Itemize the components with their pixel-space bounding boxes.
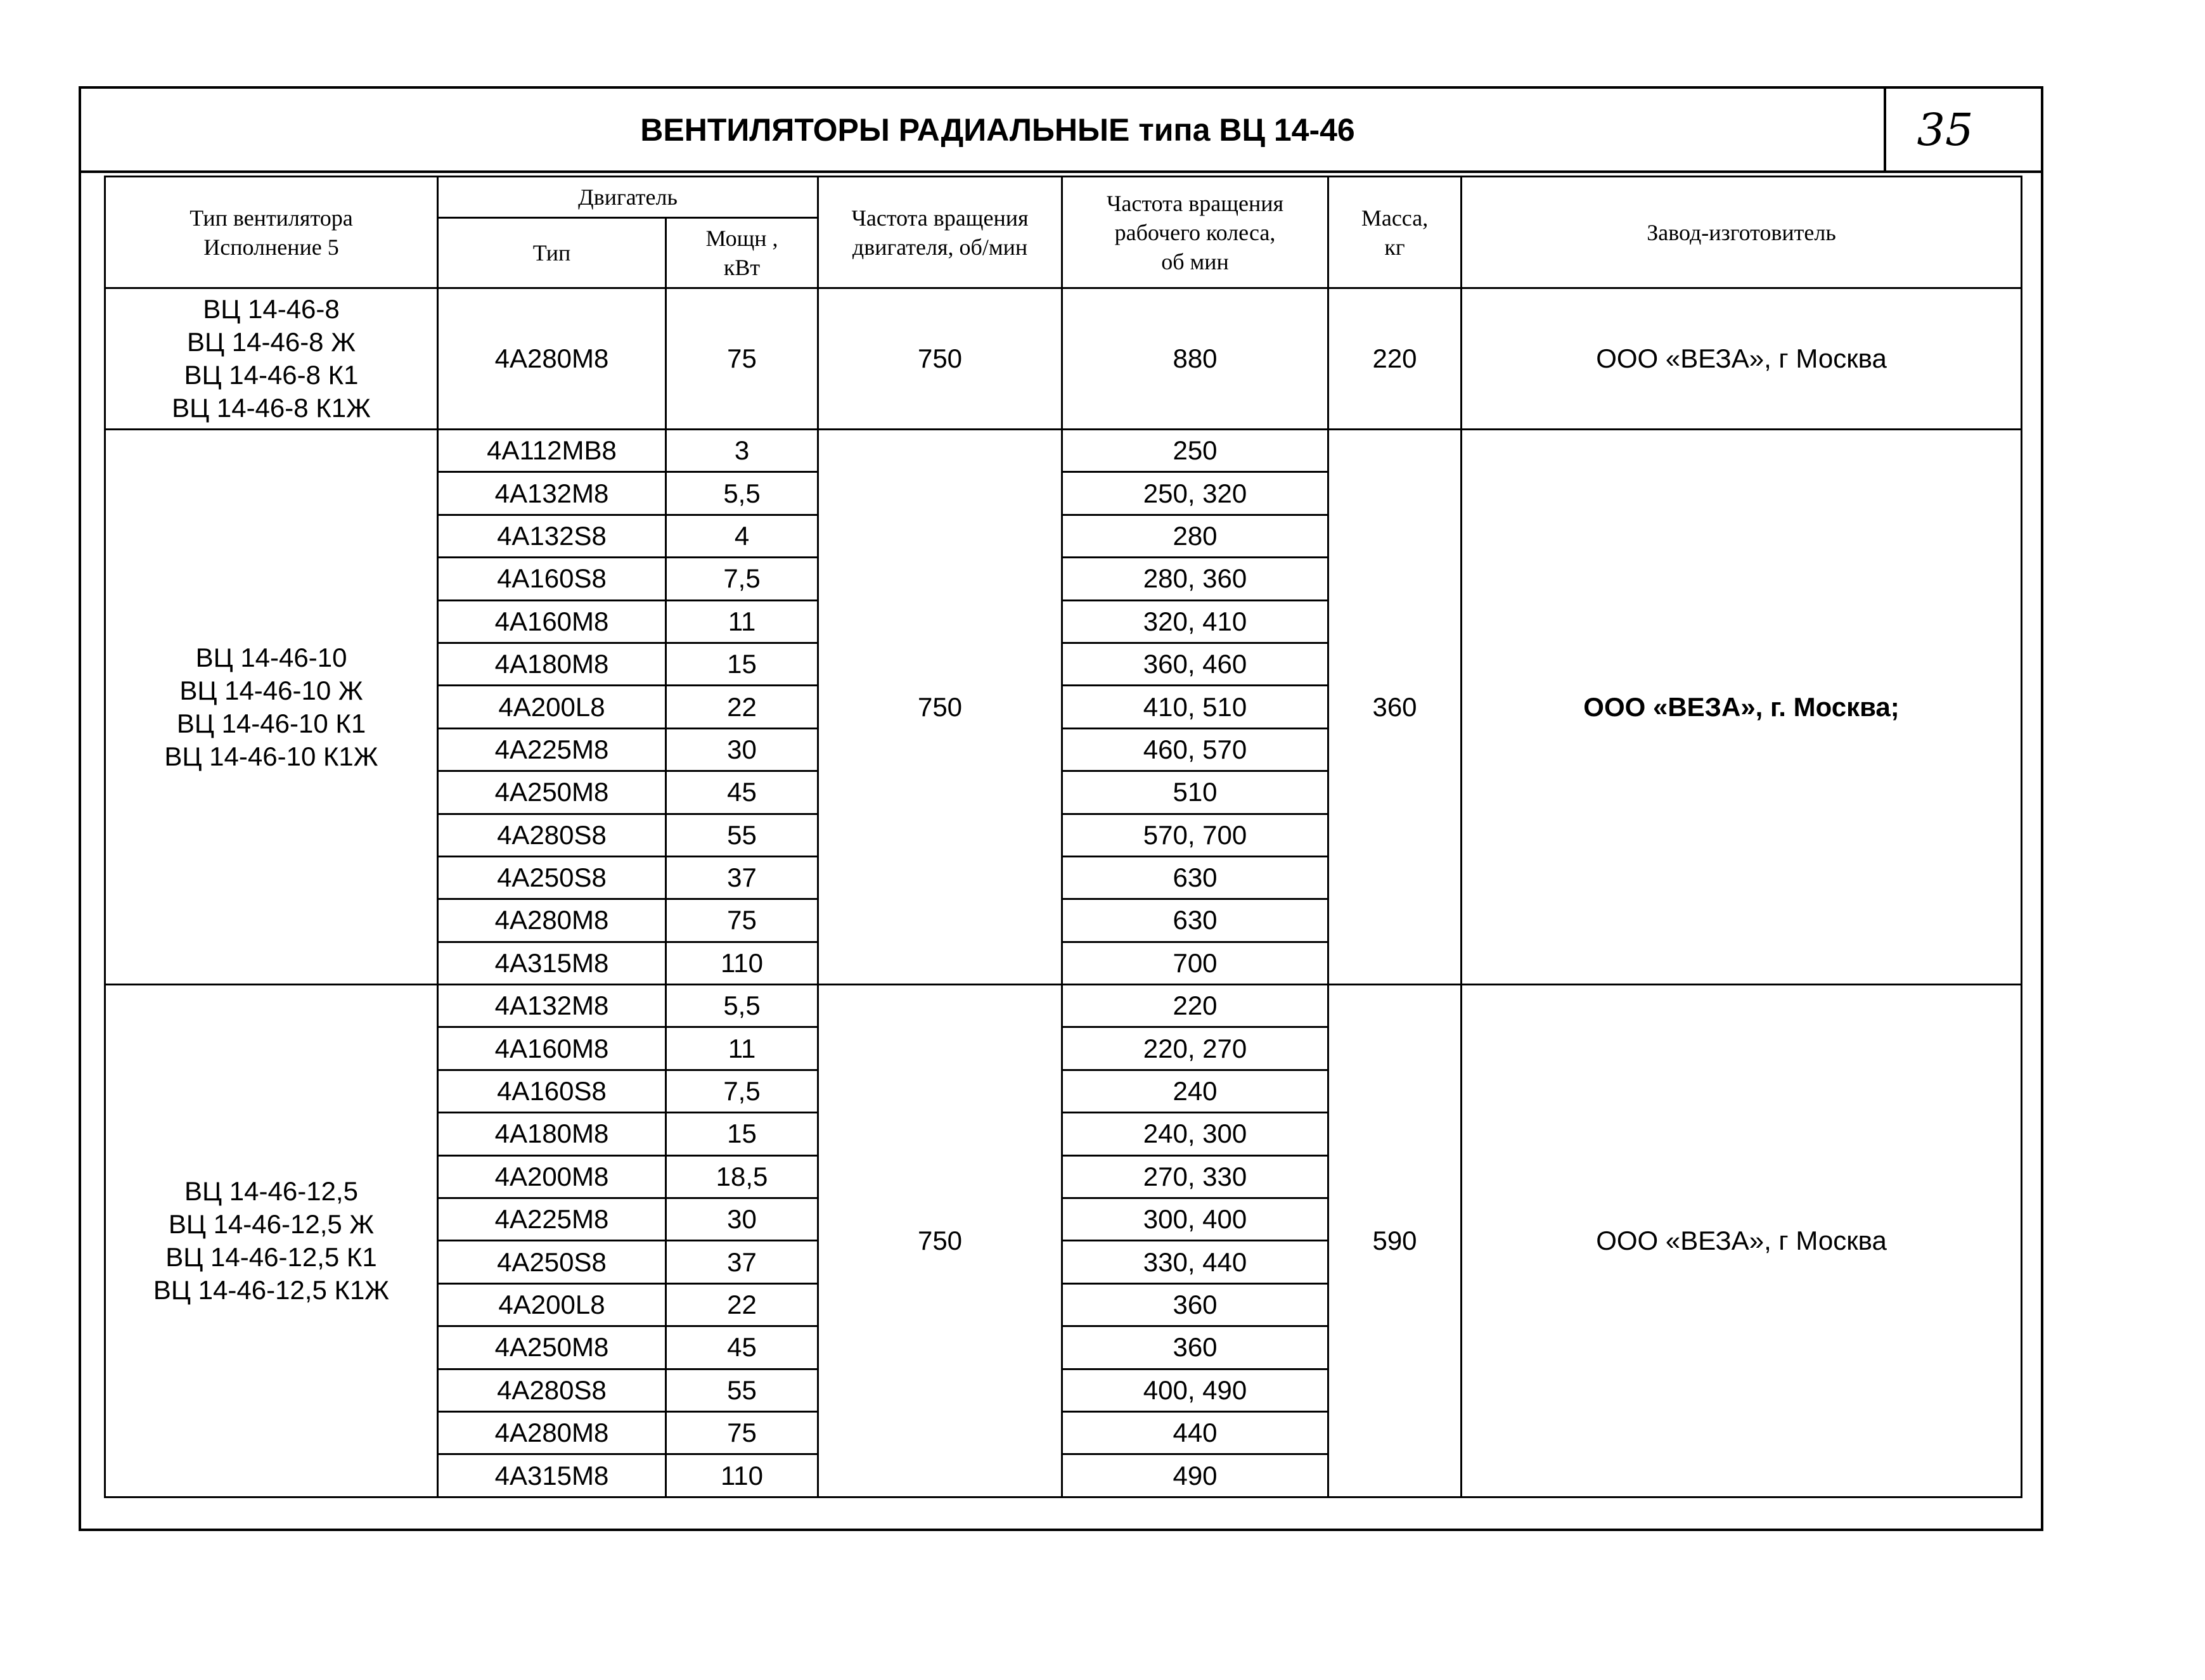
fan-type-cell bbox=[105, 985, 438, 1497]
fan-type-line: ВЦ 14-46-12,5 К1Ж bbox=[153, 1274, 390, 1305]
header-wheel-speed bbox=[1062, 177, 1328, 288]
motor-type-cell: 4А132S8 bbox=[438, 515, 666, 557]
motor-type-cell: 4А280S8 bbox=[438, 1369, 666, 1411]
motor-power-cell: 15 bbox=[666, 643, 818, 685]
motor-power-cell: 30 bbox=[666, 728, 818, 771]
wheel-speed-cell: 250 bbox=[1062, 430, 1328, 472]
header-mass bbox=[1328, 177, 1462, 288]
header-fan-type-line2: Исполнение 5 bbox=[203, 234, 339, 260]
motor-power-cell: 75 bbox=[666, 1411, 818, 1454]
motor-type-cell: 4А250S8 bbox=[438, 856, 666, 899]
motor-speed-cell: 750 bbox=[818, 288, 1062, 430]
motor-power-cell: 55 bbox=[666, 814, 818, 856]
wheel-speed-cell: 240 bbox=[1062, 1070, 1328, 1112]
wheel-speed-cell: 490 bbox=[1062, 1454, 1328, 1497]
wheel-speed-cell: 510 bbox=[1062, 771, 1328, 814]
motor-power-cell: 75 bbox=[666, 899, 818, 942]
motor-power-cell: 7,5 bbox=[666, 558, 818, 600]
fan-type-line: ВЦ 14-46-12,5 bbox=[184, 1176, 358, 1206]
motor-power-cell: 55 bbox=[666, 1369, 818, 1411]
motor-type-cell: 4А160М8 bbox=[438, 600, 666, 643]
header-mass-line1: Масса, bbox=[1361, 205, 1429, 231]
fan-type-line: ВЦ 14-46-8 Ж bbox=[187, 327, 356, 357]
wheel-speed-cell: 220 bbox=[1062, 985, 1328, 1027]
fan-type-line: ВЦ 14-46-12,5 Ж bbox=[168, 1209, 375, 1239]
motor-type-cell: 4А225М8 bbox=[438, 1198, 666, 1241]
motor-type-cell: 4А180М8 bbox=[438, 1113, 666, 1155]
motor-type-cell: 4А200L8 bbox=[438, 686, 666, 728]
wheel-speed-cell: 330, 440 bbox=[1062, 1241, 1328, 1283]
wheel-speed-cell: 700 bbox=[1062, 942, 1328, 984]
wheel-speed-cell: 460, 570 bbox=[1062, 728, 1328, 771]
header-motor-speed-line2: двигателя, об/мин bbox=[852, 234, 1028, 260]
motor-type-cell: 4А315М8 bbox=[438, 942, 666, 984]
wheel-speed-cell: 440 bbox=[1062, 1411, 1328, 1454]
header-fan-type bbox=[105, 177, 438, 288]
motor-power-cell: 5,5 bbox=[666, 985, 818, 1027]
motor-type-cell: 4А160S8 bbox=[438, 558, 666, 600]
manufacturer-cell: ООО «ВЕЗА», г Москва bbox=[1462, 288, 2022, 430]
wheel-speed-cell: 220, 270 bbox=[1062, 1027, 1328, 1070]
wheel-speed-cell: 280, 360 bbox=[1062, 558, 1328, 600]
motor-type-cell: 4А250S8 bbox=[438, 1241, 666, 1283]
wheel-speed-cell: 360 bbox=[1062, 1283, 1328, 1326]
motor-power-cell: 37 bbox=[666, 856, 818, 899]
motor-speed-cell: 750 bbox=[818, 985, 1062, 1497]
motor-power-cell: 45 bbox=[666, 1326, 818, 1369]
wheel-speed-cell: 570, 700 bbox=[1062, 814, 1328, 856]
title-bar bbox=[81, 89, 2041, 173]
motor-power-cell: 15 bbox=[666, 1113, 818, 1155]
motor-type-cell: 4А112МВ8 bbox=[438, 430, 666, 472]
wheel-speed-cell: 630 bbox=[1062, 856, 1328, 899]
motor-speed-cell: 750 bbox=[818, 430, 1062, 985]
header-motor: Двигатель bbox=[438, 177, 818, 218]
motor-power-cell: 45 bbox=[666, 771, 818, 814]
header-motor-speed bbox=[818, 177, 1062, 288]
mass-cell: 360 bbox=[1328, 430, 1462, 985]
motor-type-cell: 4А132М8 bbox=[438, 985, 666, 1027]
header-motor-speed-line1: Частота вращения bbox=[851, 205, 1029, 231]
table-row bbox=[105, 985, 2022, 1027]
motor-power-cell: 11 bbox=[666, 1027, 818, 1070]
motor-type-cell: 4А315М8 bbox=[438, 1454, 666, 1497]
header-motor-power-line1: Мощн , bbox=[705, 226, 778, 251]
fan-specs-table bbox=[104, 176, 2022, 1498]
wheel-speed-cell: 240, 300 bbox=[1062, 1113, 1328, 1155]
fan-type-line: ВЦ 14-46-10 К1 bbox=[176, 708, 366, 738]
wheel-speed-cell: 880 bbox=[1062, 288, 1328, 430]
motor-power-cell: 18,5 bbox=[666, 1155, 818, 1198]
motor-power-cell: 4 bbox=[666, 515, 818, 557]
fan-type-cell bbox=[105, 430, 438, 985]
header-motor-power bbox=[666, 218, 818, 288]
header-motor-type: Тип bbox=[438, 218, 666, 288]
motor-type-cell: 4А250М8 bbox=[438, 771, 666, 814]
motor-type-cell: 4А280М8 bbox=[438, 899, 666, 942]
motor-type-cell: 4А280М8 bbox=[438, 1411, 666, 1454]
header-wheel-speed-line3: об мин bbox=[1161, 248, 1229, 274]
wheel-speed-cell: 360, 460 bbox=[1062, 643, 1328, 685]
fan-type-line: ВЦ 14-46-10 bbox=[195, 642, 347, 672]
wheel-speed-cell: 270, 330 bbox=[1062, 1155, 1328, 1198]
motor-power-cell: 110 bbox=[666, 1454, 818, 1497]
motor-type-cell: 4А280М8 bbox=[438, 288, 666, 430]
motor-type-cell: 4А180М8 bbox=[438, 643, 666, 685]
page-title: ВЕНТИЛЯТОРЫ РАДИАЛЬНЫЕ типа ВЦ 14-46 bbox=[640, 112, 1355, 148]
wheel-speed-cell: 250, 320 bbox=[1062, 472, 1328, 515]
wheel-speed-cell: 400, 490 bbox=[1062, 1369, 1328, 1411]
motor-type-cell: 4А160М8 bbox=[438, 1027, 666, 1070]
motor-power-cell: 22 bbox=[666, 1283, 818, 1326]
motor-type-cell: 4А160S8 bbox=[438, 1070, 666, 1112]
header-manufacturer: Завод-изготовитель bbox=[1462, 177, 2022, 288]
motor-power-cell: 11 bbox=[666, 600, 818, 643]
motor-type-cell: 4А200L8 bbox=[438, 1283, 666, 1326]
motor-power-cell: 22 bbox=[666, 686, 818, 728]
mass-cell: 220 bbox=[1328, 288, 1462, 430]
fan-type-cell bbox=[105, 288, 438, 430]
wheel-speed-cell: 320, 410 bbox=[1062, 600, 1328, 643]
wheel-speed-cell: 630 bbox=[1062, 899, 1328, 942]
header-mass-line2: кг bbox=[1384, 234, 1405, 260]
motor-power-cell: 3 bbox=[666, 430, 818, 472]
motor-power-cell: 5,5 bbox=[666, 472, 818, 515]
motor-type-cell: 4А132М8 bbox=[438, 472, 666, 515]
wheel-speed-cell: 360 bbox=[1062, 1326, 1328, 1369]
motor-power-cell: 110 bbox=[666, 942, 818, 984]
motor-power-cell: 7,5 bbox=[666, 1070, 818, 1112]
page-number: 35 bbox=[1884, 89, 2004, 170]
motor-type-cell: 4А225М8 bbox=[438, 728, 666, 771]
wheel-speed-cell: 300, 400 bbox=[1062, 1198, 1328, 1241]
motor-power-cell: 30 bbox=[666, 1198, 818, 1241]
fan-type-line: ВЦ 14-46-8 К1Ж bbox=[172, 393, 371, 423]
manufacturer-cell: ООО «ВЕЗА», г Москва bbox=[1462, 985, 2022, 1497]
table-row bbox=[105, 288, 2022, 430]
fan-type-line: ВЦ 14-46-10 Ж bbox=[179, 675, 363, 705]
motor-type-cell: 4А280S8 bbox=[438, 814, 666, 856]
fan-type-line: ВЦ 14-46-8 К1 bbox=[184, 360, 359, 390]
document-sheet bbox=[79, 86, 2043, 1531]
header-wheel-speed-line2: рабочего колеса, bbox=[1114, 219, 1276, 245]
header-fan-type-line1: Тип вентилятора bbox=[190, 205, 353, 231]
fan-type-line: ВЦ 14-46-12,5 К1 bbox=[165, 1241, 377, 1272]
fan-type-line: ВЦ 14-46-10 К1Ж bbox=[164, 741, 378, 771]
header-motor-power-line2: кВт bbox=[723, 255, 761, 280]
motor-power-cell: 37 bbox=[666, 1241, 818, 1283]
wheel-speed-cell: 410, 510 bbox=[1062, 686, 1328, 728]
motor-power-cell: 75 bbox=[666, 288, 818, 430]
wheel-speed-cell: 280 bbox=[1062, 515, 1328, 557]
fan-type-line: ВЦ 14-46-8 bbox=[203, 294, 340, 324]
motor-type-cell: 4А250М8 bbox=[438, 1326, 666, 1369]
mass-cell: 590 bbox=[1328, 985, 1462, 1497]
header-wheel-speed-line1: Частота вращения bbox=[1106, 190, 1284, 216]
motor-type-cell: 4А200М8 bbox=[438, 1155, 666, 1198]
manufacturer-cell: ООО «ВЕЗА», г. Москва; bbox=[1462, 430, 2022, 985]
table-row bbox=[105, 430, 2022, 472]
